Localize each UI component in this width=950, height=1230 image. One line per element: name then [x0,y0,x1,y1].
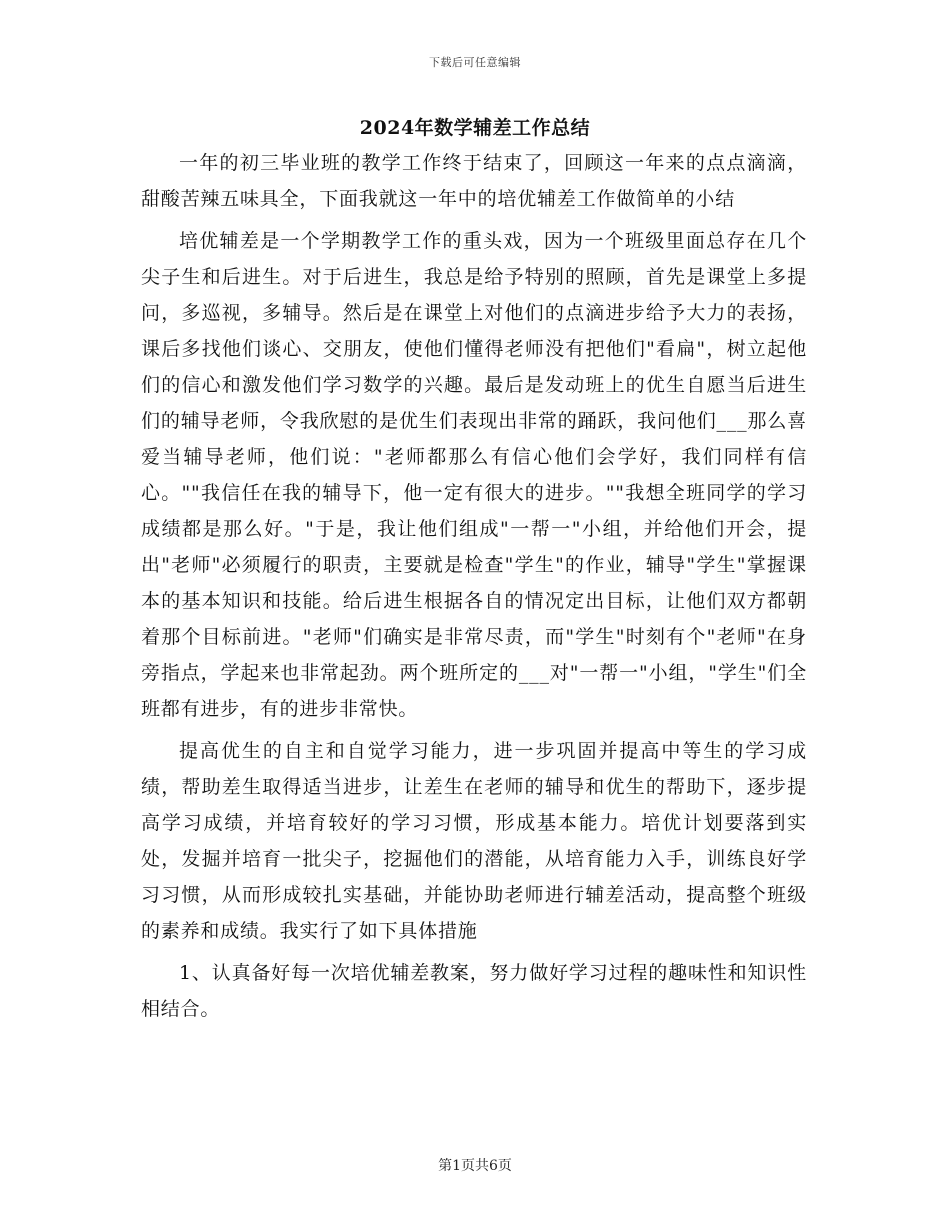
page-number: 第1页共6页 [438,1158,512,1174]
paragraph-tutoring: 培优辅差是一个学期教学工作的重头戏，因为一个班级里面总存在几个尖子生和后进生。对于后进生，我总是给予特别的照顾，首先是课堂上多提问，多巡视，多辅导。然后是在课堂上对他们的点滴进步给予大力的表扬，课后多找他们谈心、交朋友，使他们懂得老师没有把他们"看扁"，树立起他们的信心和激发他们学习数学的兴趣。最后是发动班上的优生自愿当后进生们的辅导老师，令我欣慰的是优生们表现出非常的踊跃，我问他们___那么喜爱当辅导老师，他们说："老师都那么有信心他们会学好，我们同样有信心。""我信任在我的辅导下，他一定有很大的进步。""我想全班同学的学习成绩都是那么好。"于是，我让他们组成"一帮一"小组，并给他们开会，提出"老师"必须履行的职责，主要就是检查"学生"的作业，辅导"学生"掌握课本的基本知识和技能。给后进生根据各自的情况定出目标，让他们双方都朝着那个目标前进。"老师"们确实是非常尽责，而"学生"时刻有个"老师"在身旁指点，学起来也非常起劲。两个班所定的___对"一帮一"小组，"学生"们全班都有进步，有的进步非常快。 [141,230,807,720]
document-body [141,145,807,1033]
document-title: 2024年数学辅差工作总结 [359,117,591,139]
paragraph-measure-1: 1、认真备好每一次培优辅差教案，努力做好学习过程的趣味性和知识性相结合。 [141,962,807,1020]
paragraph-goals: 提高优生的自主和自觉学习能力，进一步巩固并提高中等生的学习成绩，帮助差生取得适当进步，让差生在老师的辅导和优生的帮助下，逐步提高学习成绩，并培育较好的学习习惯，形成基本能力。培优计划要落到实处，发掘并培育一批尖子，挖掘他们的潜能，从培育能力入手，训练良好学习习惯，从而形成较扎实基础，并能协助老师进行辅差活动，提高整个班级的素养和成绩。我实行了如下具体措施 [141,740,807,942]
page-header-note: 下载后可任意编辑 [429,56,521,69]
paragraph-intro: 一年的初三毕业班的教学工作终于结束了，回顾这一年来的点点滴滴，甜酸苦辣五味具全，下面我就这一年中的培优辅差工作做简单的小结 [141,152,807,210]
